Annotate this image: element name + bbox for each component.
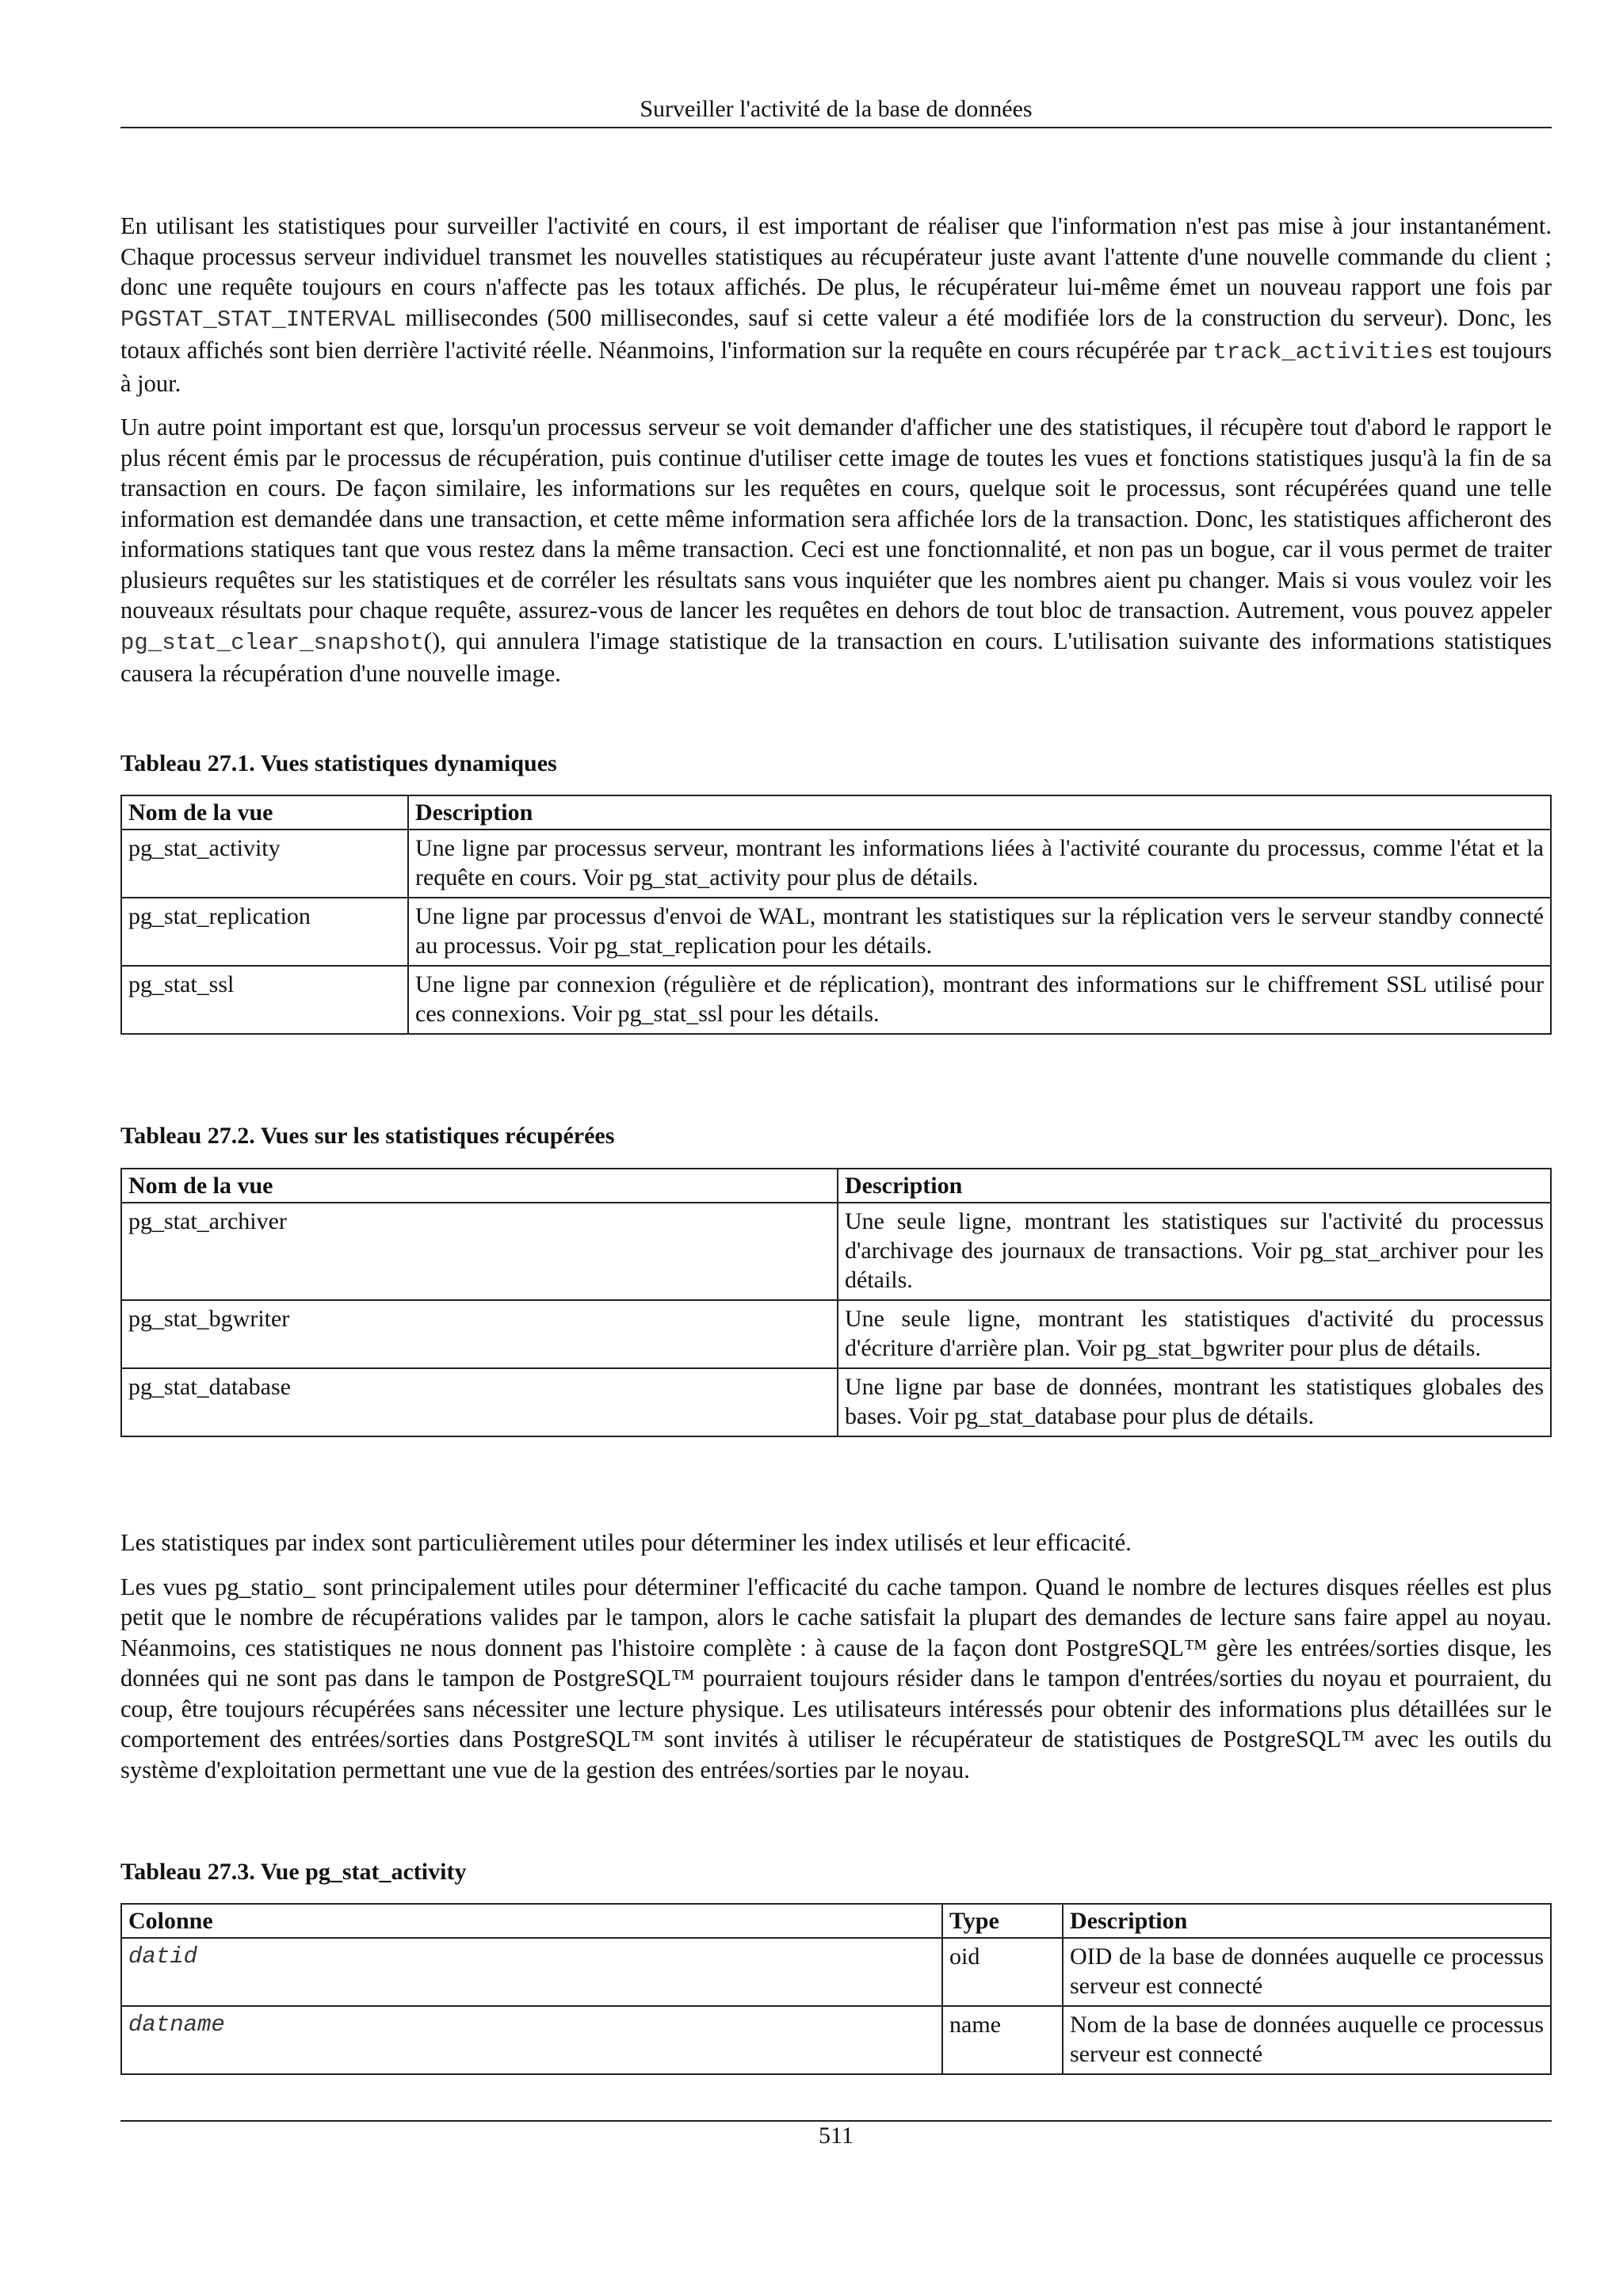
table-row <box>121 1368 1551 1436</box>
column-header: Description <box>408 795 1551 830</box>
view-name-cell: pg_stat_database <box>121 1368 838 1436</box>
code-pgstat-stat-interval: PGSTAT_STAT_INTERVAL <box>120 306 397 333</box>
column-header: Description <box>838 1169 1551 1203</box>
view-name-cell: pg_stat_archiver <box>121 1203 838 1300</box>
column-header: Nom de la vue <box>121 795 408 830</box>
middle-text <box>120 1527 1552 1798</box>
type-cell: oid <box>942 1938 1063 2006</box>
description-cell: Une seule ligne, montrant les statistiques sur l'activité du processus d'archivage des journaux de transactions. Voir pg_stat_archiver pour les détails. <box>838 1203 1551 1300</box>
middle-paragraph-2: Les vues pg_statio_ sont principalement utiles pour déterminer l'efficacité du cache tampon. Quand le nombre de lectures disques réelles est plus petit que le nombre de récupérations valides par le tampon, alors le cache satisfait la plupart des demandes de lecture sans faire appel au noyau. Néanmoins, ces statistiques ne nous donnent pas l'histoire complète : à cause de la façon dont PostgreSQL™ gère les entrées/sorties disque, les données qui ne sont pas dans le tampon de PostgreSQL™ pourraient toujours résider dans le tampon d'entrées/sorties du noyau et pourraient, du coup, être toujours récupérées sans nécessiter une lecture physique. Les utilisateurs intéressés pour obtenir des informations plus détaillées sur le comportement des entrées/sorties dans PostgreSQL™ sont invités à utiliser le récupérateur de statistiques de PostgreSQL™ avec les outils du système d'exploitation permettant une vue de la gestion des entrées/sorties par le noyau. <box>120 1573 1552 1783</box>
table-row <box>121 898 1551 966</box>
view-name-cell: pg_stat_ssl <box>121 966 408 1034</box>
description-cell: Nom de la base de données auquelle ce processus serveur est connecté <box>1063 2006 1551 2074</box>
description-cell: OID de la base de données auquelle ce processus serveur est connecté <box>1063 1938 1551 2006</box>
table3-pg-stat-activity <box>120 1903 1552 2075</box>
table1-dynamic-views <box>120 795 1552 1035</box>
table2-collected-views <box>120 1168 1552 1437</box>
table-row <box>121 1203 1551 1300</box>
description-cell: Une seule ligne, montrant les statistiques d'activité du processus d'écriture d'arrière plan. Voir pg_stat_bgwriter pour plus de détails. <box>838 1300 1551 1368</box>
table-header-row <box>121 1169 1551 1203</box>
column-name-cell: datname <box>121 2006 942 2074</box>
code-pg-stat-clear-snapshot: pg_stat_clear_snapshot <box>120 629 424 656</box>
column-header: Description <box>1063 1904 1551 1938</box>
view-name-cell: pg_stat_bgwriter <box>121 1300 838 1368</box>
running-header: Surveiller l'activité de la base de données <box>640 96 1033 122</box>
type-cell: name <box>942 2006 1063 2074</box>
view-name-cell: pg_stat_activity <box>121 830 408 898</box>
description-cell: Une ligne par processus d'envoi de WAL, montrant les statistiques sur la réplication vers le serveur standby connecté au processus. Voir pg_stat_replication pour les détails. <box>408 898 1551 966</box>
table-row <box>121 966 1551 1034</box>
intro-paragraph-2: Un autre point important est que, lorsqu'un processus serveur se voit demander d'afficher une des statistiques, il récupère tout d'abord le rapport le plus récent émis par le processus de récupération, puis continue d'utiliser cette image de toutes les vues et fonctions statistiques jusqu'à la fin de sa transaction en cours. De façon similaire, les informations sur les requêtes en cours, quelque soit le processus, sont récupérées quand une telle information est demandée dans une transaction, et cette même information sera affichée lors de la transaction. Donc, les statistiques afficheront des informations statiques tant que vous restez dans la même transaction. Ceci est une fonctionnalité, et non pas un bogue, car il vous permet de traiter plusieurs requêtes sur les statistiques et de corréler les résultats sans vous inquiéter que les nombres aient pu changer. Mais si vous voulez voir les nouveaux résultats pour chaque requête, assurez-vous de lancer les requêtes en dehors de tout bloc de transaction. Autrement, vous pouvez appeler pg_stat_clear_snapshot(), qui annulera l'image statistique de la transaction en cours. L'utilisation suivante des informations statistiques causera la récupération d'une nouvelle image. <box>120 414 1552 687</box>
table-row <box>121 830 1551 898</box>
description-cell: Une ligne par connexion (régulière et de réplication), montrant des informations sur le chiffrement SSL utilisé pour ces connexions. Voir pg_stat_ssl pour les détails. <box>408 966 1551 1034</box>
column-header: Nom de la vue <box>121 1169 838 1203</box>
table1-caption: Tableau 27.1. Vues statistiques dynamiques <box>120 750 557 776</box>
intro-paragraph-1: En utilisant les statistiques pour surveiller l'activité en cours, il est important de réaliser que l'information n'est pas mise à jour instantanément. Chaque processus serveur individuel transmet les nouvelles statistiques au récupérateur juste avant l'attente d'une nouvelle commande du client ; donc une requête toujours en cours n'affecte pas les totaux affichés. De plus, le récupérateur lui-même émet un nouveau rapport une fois par PGSTAT_STAT_INTERVAL millisecondes (500 millisecondes, sauf si cette valeur a été modifiée lors de la construction du serveur). Donc, les totaux affichés sont bien derrière l'activité réelle. Néanmoins, l'information sur la requête en cours récupérée par track_activities est toujours à jour. <box>120 212 1552 397</box>
intro-text <box>120 211 1552 703</box>
table-row <box>121 2006 1551 2074</box>
view-name-cell: pg_stat_replication <box>121 898 408 966</box>
table3-caption: Tableau 27.3. Vue pg_stat_activity <box>120 1859 467 1885</box>
table-header-row <box>121 795 1551 830</box>
code-track-activities: track_activities <box>1212 339 1434 365</box>
column-header: Type <box>942 1904 1063 1938</box>
table2-caption: Tableau 27.2. Vues sur les statistiques récupérées <box>120 1123 615 1149</box>
table-row <box>121 1300 1551 1368</box>
page-number: 511 <box>819 2122 854 2149</box>
middle-paragraph-1: Les statistiques par index sont particulièrement utiles pour déterminer les index utilisés et leur efficacité. <box>120 1529 1132 1556</box>
description-cell: Une ligne par processus serveur, montrant les informations liées à l'activité courante du processus, comme l'état et la requête en cours. Voir pg_stat_activity pour plus de détails. <box>408 830 1551 898</box>
column-name-cell: datid <box>121 1938 942 2006</box>
header-rule <box>120 127 1552 128</box>
column-header: Colonne <box>121 1904 942 1938</box>
table-header-row <box>121 1904 1551 1938</box>
table-row <box>121 1938 1551 2006</box>
description-cell: Une ligne par base de données, montrant les statistiques globales des bases. Voir pg_stat_database pour plus de détails. <box>838 1368 1551 1436</box>
